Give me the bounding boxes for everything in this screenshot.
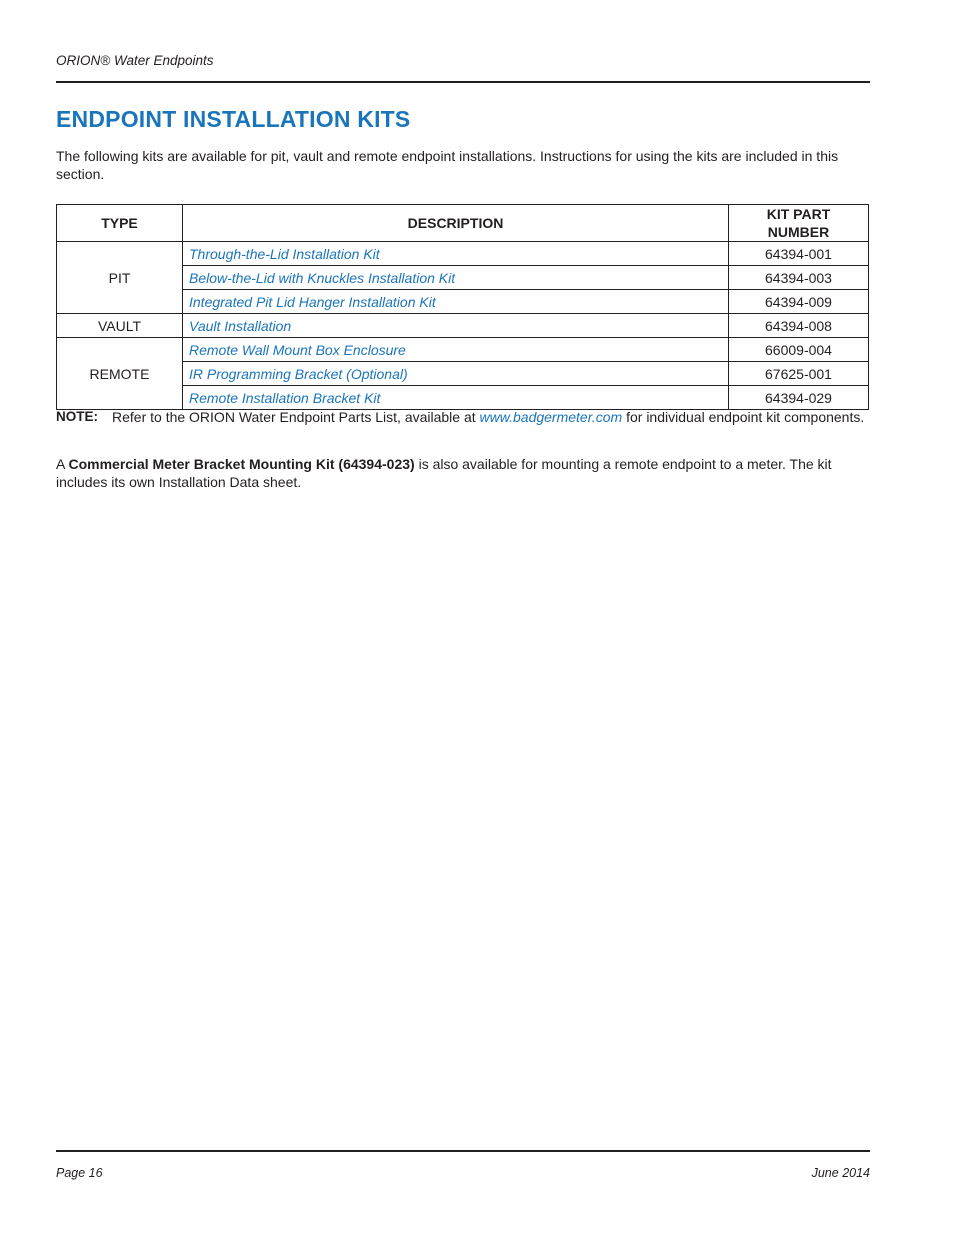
part-number-cell: 64394-029 [729, 386, 869, 410]
running-header: ORION® Water Endpoints [56, 53, 214, 68]
header-rule [56, 81, 870, 83]
footer-rule [56, 1150, 870, 1152]
page-title: ENDPOINT INSTALLATION KITS [56, 106, 411, 132]
table-header-row [57, 205, 869, 242]
column-header-description: DESCRIPTION [183, 205, 729, 242]
kits-table [56, 204, 869, 410]
part-number-cell: 64394-008 [729, 314, 869, 338]
part-number-cell: 64394-003 [729, 266, 869, 290]
kit-link[interactable]: Through-the-Lid Installation Kit [189, 245, 380, 262]
table-row [57, 314, 869, 338]
part-number-cell: 64394-009 [729, 290, 869, 314]
table-row [57, 338, 869, 362]
part-number-cell: 66009-004 [729, 338, 869, 362]
closing-paragraph: A Commercial Meter Bracket Mounting Kit (64394-023) is also available for mounting a remote endpoint to a meter. The kit includes its own Installation Data sheet. [56, 456, 832, 490]
commercial-kit-name: Commercial Meter Bracket Mounting Kit (64394-023) [68, 456, 415, 472]
part-number-cell: 64394-001 [729, 242, 869, 266]
column-header-part-number: KIT PART NUMBER [729, 205, 869, 242]
note-label: NOTE: [56, 409, 98, 424]
kit-link[interactable]: Below-the-Lid with Knuckles Installation Kit [189, 269, 456, 286]
kit-link[interactable]: Remote Installation Bracket Kit [189, 389, 381, 406]
kit-link[interactable]: Vault Installation [189, 317, 292, 334]
kit-link[interactable]: Integrated Pit Lid Hanger Installation Kit [189, 293, 436, 310]
intro-paragraph: The following kits are available for pit, vault and remote endpoint installations. Instructions for using the kits are included in this section. [56, 148, 839, 182]
note-text: Refer to the ORION Water Endpoint Parts List, available at www.badgermeter.com for individual endpoint kit components. [112, 409, 865, 425]
type-cell-vault: VAULT [57, 314, 183, 338]
note-block [56, 408, 870, 426]
table-row [57, 242, 869, 266]
page-number: Page 16 [56, 1166, 103, 1180]
kit-link[interactable]: Remote Wall Mount Box Enclosure [189, 341, 406, 358]
website-link[interactable]: www.badgermeter.com [479, 409, 623, 425]
type-cell-pit: PIT [57, 242, 183, 314]
publication-date: June 2014 [811, 1166, 870, 1180]
kit-link[interactable]: IR Programming Bracket (Optional) [189, 365, 408, 382]
type-cell-remote: REMOTE [57, 338, 183, 410]
part-number-cell: 67625-001 [729, 362, 869, 386]
column-header-type: TYPE [57, 205, 183, 242]
